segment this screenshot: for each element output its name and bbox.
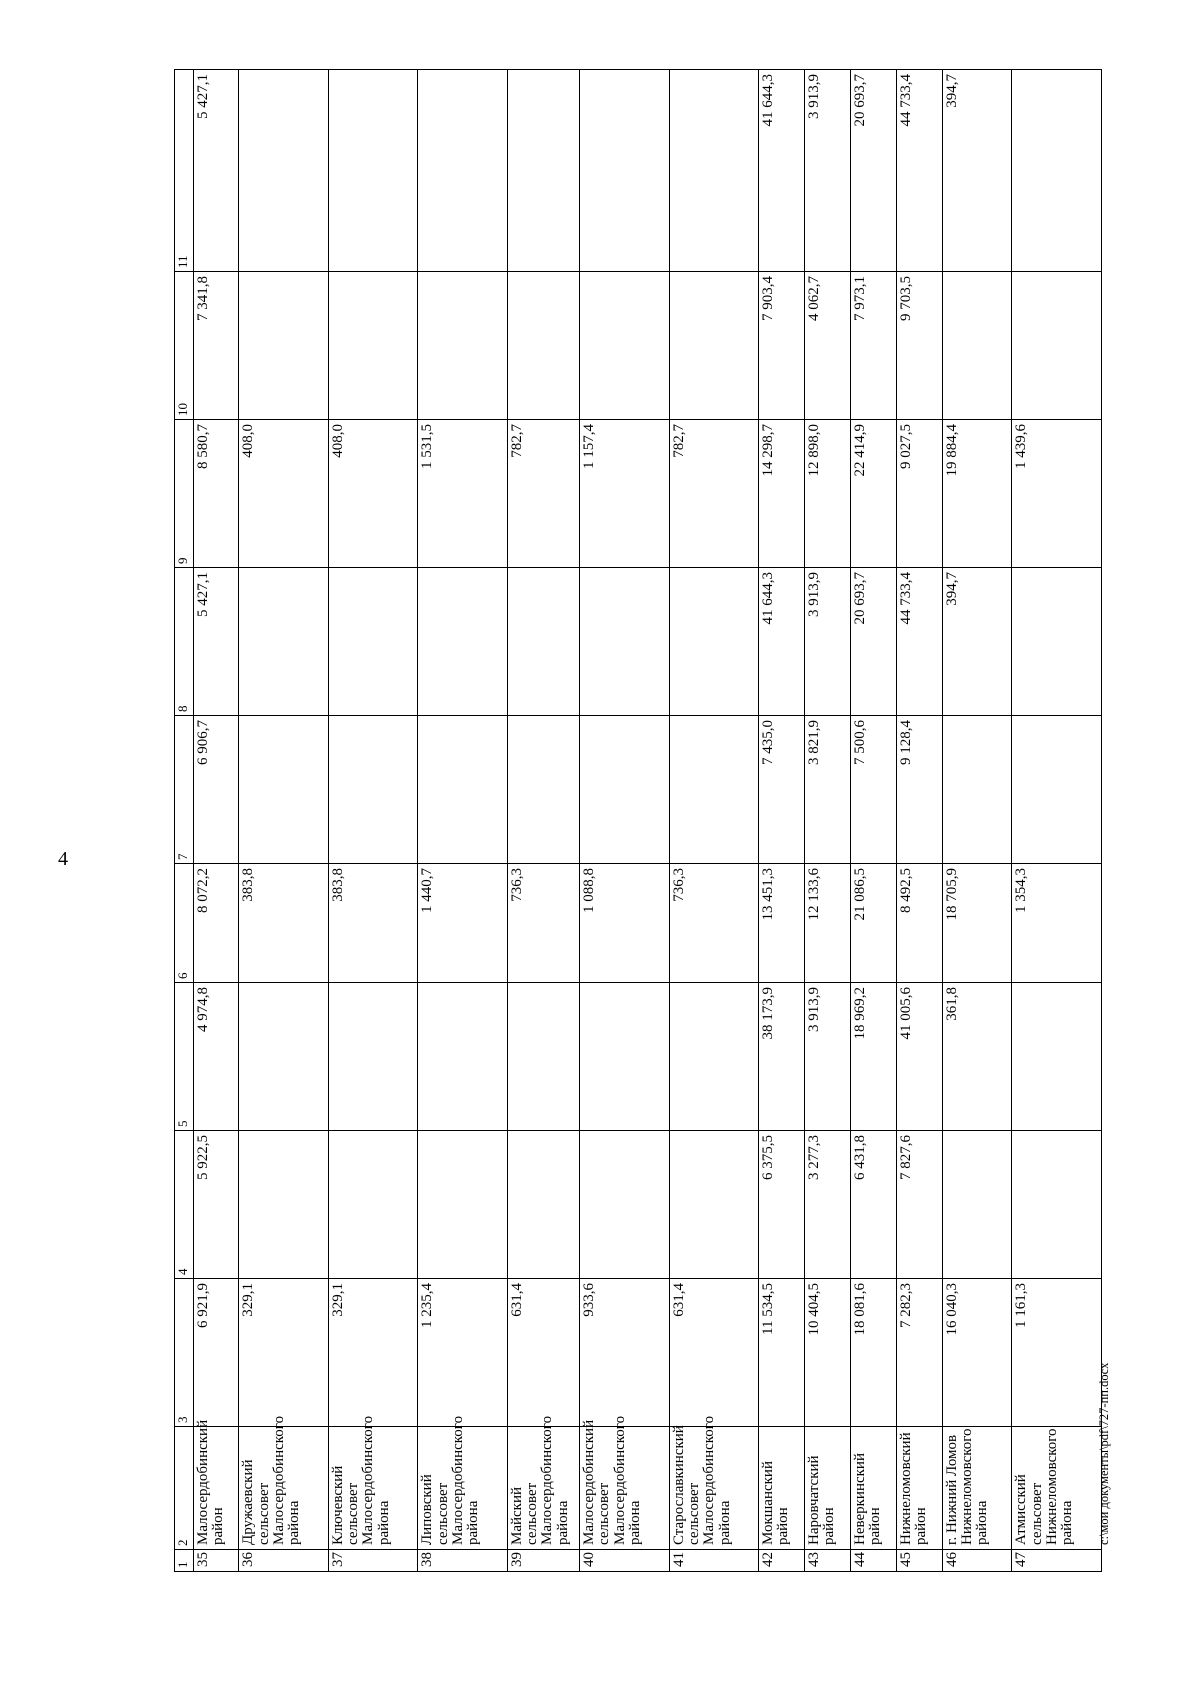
value-cell — [239, 568, 329, 716]
value-cell — [239, 272, 329, 420]
territory-name-cell: Дружаевский сельсовет Малосердобинского района — [239, 1427, 329, 1550]
value-cell — [669, 983, 759, 1131]
value-cell: 782,7 — [669, 420, 759, 568]
row-number-cell: 41 — [669, 1550, 759, 1572]
territory-name-cell: г. Нижний Ломов Нижнеломовского района — [942, 1427, 1012, 1550]
column-number-cell: 1 — [175, 1550, 194, 1572]
value-cell — [328, 1131, 418, 1279]
row-number-cell: 44 — [850, 1550, 896, 1572]
territory-name-cell: Атмисский сельсовет Нижнеломовского района — [1012, 1427, 1102, 1550]
value-cell: 5 922,5 — [193, 1131, 239, 1279]
column-number-cell: 11 — [175, 70, 194, 272]
value-cell: 19 884,4 — [942, 420, 1012, 568]
column-number-cell: 8 — [175, 568, 194, 716]
value-cell — [418, 1131, 508, 1279]
table-header-row — [175, 70, 194, 1572]
value-cell — [507, 70, 579, 272]
value-cell: 3 913,9 — [804, 983, 850, 1131]
value-cell: 18 969,2 — [850, 983, 896, 1131]
file-path-footer: c:\мои документы\pdf\727-пп.docx — [1097, 1362, 1111, 1545]
value-cell: 408,0 — [328, 420, 418, 568]
value-cell — [942, 716, 1012, 864]
value-cell: 41 005,6 — [896, 983, 942, 1131]
value-cell: 631,4 — [669, 1279, 759, 1427]
row-number-cell: 40 — [580, 1550, 670, 1572]
value-cell — [580, 716, 670, 864]
value-cell: 20 693,7 — [850, 568, 896, 716]
value-cell — [669, 716, 759, 864]
value-cell: 736,3 — [507, 864, 579, 983]
row-number-cell: 47 — [1012, 1550, 1102, 1572]
table-row — [580, 70, 670, 1572]
value-cell: 1 439,6 — [1012, 420, 1102, 568]
value-cell: 7 500,6 — [850, 716, 896, 864]
table-row — [850, 70, 896, 1572]
value-cell — [239, 716, 329, 864]
value-cell — [580, 1131, 670, 1279]
row-number-cell: 43 — [804, 1550, 850, 1572]
table-row — [328, 70, 418, 1572]
value-cell: 329,1 — [239, 1279, 329, 1427]
value-cell: 1 440,7 — [418, 864, 508, 983]
rotated-table-container — [174, 70, 1102, 1572]
value-cell: 18 705,9 — [942, 864, 1012, 983]
value-cell: 736,3 — [669, 864, 759, 983]
value-cell: 1 157,4 — [580, 420, 670, 568]
value-cell: 7 973,1 — [850, 272, 896, 420]
value-cell: 7 435,0 — [759, 716, 805, 864]
value-cell: 44 733,4 — [896, 70, 942, 272]
value-cell — [418, 568, 508, 716]
value-cell — [418, 70, 508, 272]
value-cell: 1 088,8 — [580, 864, 670, 983]
value-cell — [418, 716, 508, 864]
territory-name-cell: Майский сельсовет Малосердобинского района — [507, 1427, 579, 1550]
column-number-cell: 5 — [175, 983, 194, 1131]
value-cell: 383,8 — [328, 864, 418, 983]
value-cell: 7 341,8 — [193, 272, 239, 420]
value-cell: 394,7 — [942, 568, 1012, 716]
value-cell — [942, 272, 1012, 420]
column-number-cell: 6 — [175, 864, 194, 983]
row-number-cell: 46 — [942, 1550, 1012, 1572]
column-number-cell: 2 — [175, 1427, 194, 1550]
value-cell: 9 703,5 — [896, 272, 942, 420]
value-cell: 361,8 — [942, 983, 1012, 1131]
value-cell: 1 161,3 — [1012, 1279, 1102, 1427]
value-cell — [1012, 983, 1102, 1131]
value-cell: 7 282,3 — [896, 1279, 942, 1427]
territory-name-cell: Нижнеломовский район — [896, 1427, 942, 1550]
value-cell: 4 062,7 — [804, 272, 850, 420]
row-number-cell: 35 — [193, 1550, 239, 1572]
value-cell: 21 086,5 — [850, 864, 896, 983]
value-cell — [507, 1131, 579, 1279]
value-cell: 9 027,5 — [896, 420, 942, 568]
value-cell — [1012, 272, 1102, 420]
territory-name-cell: Наровчатский район — [804, 1427, 850, 1550]
value-cell: 8 492,5 — [896, 864, 942, 983]
value-cell — [1012, 1131, 1102, 1279]
value-cell — [1012, 70, 1102, 272]
table-row — [942, 70, 1012, 1572]
value-cell: 6 431,8 — [850, 1131, 896, 1279]
value-cell: 12 898,0 — [804, 420, 850, 568]
value-cell: 631,4 — [507, 1279, 579, 1427]
territory-name-cell: Неверкинский район — [850, 1427, 896, 1550]
value-cell: 3 821,9 — [804, 716, 850, 864]
value-cell — [239, 1131, 329, 1279]
column-number-cell: 3 — [175, 1279, 194, 1427]
value-cell — [1012, 716, 1102, 864]
value-cell: 383,8 — [239, 864, 329, 983]
value-cell: 7 903,4 — [759, 272, 805, 420]
value-cell: 13 451,3 — [759, 864, 805, 983]
value-cell — [580, 568, 670, 716]
table-row — [418, 70, 508, 1572]
territory-name-cell: Липовский сельсовет Малосердобинского района — [418, 1427, 508, 1550]
column-number-cell: 9 — [175, 420, 194, 568]
value-cell — [418, 272, 508, 420]
value-cell: 5 427,1 — [193, 568, 239, 716]
value-cell — [328, 70, 418, 272]
value-cell: 14 298,7 — [759, 420, 805, 568]
value-cell: 10 404,5 — [804, 1279, 850, 1427]
territory-name-cell: Малосердобинский сельсовет Малосердобинского района — [580, 1427, 670, 1550]
value-cell — [239, 70, 329, 272]
row-number-cell: 36 — [239, 1550, 329, 1572]
value-cell: 6 375,5 — [759, 1131, 805, 1279]
value-cell: 41 644,3 — [759, 568, 805, 716]
value-cell: 12 133,6 — [804, 864, 850, 983]
value-cell: 1 235,4 — [418, 1279, 508, 1427]
value-cell: 3 913,9 — [804, 568, 850, 716]
value-cell: 20 693,7 — [850, 70, 896, 272]
table-row — [669, 70, 759, 1572]
value-cell — [580, 70, 670, 272]
value-cell: 1 531,5 — [418, 420, 508, 568]
value-cell — [1012, 568, 1102, 716]
table-row — [804, 70, 850, 1572]
territory-name-cell: Ключевский сельсовет Малосердобинского района — [328, 1427, 418, 1550]
value-cell: 8 072,2 — [193, 864, 239, 983]
value-cell — [507, 272, 579, 420]
table-row — [193, 70, 239, 1572]
value-cell — [328, 272, 418, 420]
table-row — [1012, 70, 1102, 1572]
value-cell: 3 913,9 — [804, 70, 850, 272]
value-cell — [507, 983, 579, 1131]
row-number-cell: 42 — [759, 1550, 805, 1572]
table-row — [239, 70, 329, 1572]
value-cell — [669, 272, 759, 420]
value-cell — [507, 716, 579, 864]
value-cell — [418, 983, 508, 1131]
value-cell — [328, 983, 418, 1131]
value-cell — [328, 568, 418, 716]
value-cell: 1 354,3 — [1012, 864, 1102, 983]
territory-name-cell: Малосердобинский район — [193, 1427, 239, 1550]
value-cell — [669, 568, 759, 716]
value-cell — [942, 1131, 1012, 1279]
value-cell: 6 906,7 — [193, 716, 239, 864]
value-cell: 11 534,5 — [759, 1279, 805, 1427]
budget-table — [174, 69, 1102, 1572]
value-cell: 8 580,7 — [193, 420, 239, 568]
value-cell: 5 427,1 — [193, 70, 239, 272]
value-cell — [507, 568, 579, 716]
value-cell: 9 128,4 — [896, 716, 942, 864]
value-cell: 408,0 — [239, 420, 329, 568]
row-number-cell: 45 — [896, 1550, 942, 1572]
value-cell: 394,7 — [942, 70, 1012, 272]
row-number-cell: 37 — [328, 1550, 418, 1572]
value-cell: 3 277,3 — [804, 1131, 850, 1279]
table-row — [507, 70, 579, 1572]
value-cell: 44 733,4 — [896, 568, 942, 716]
value-cell: 16 040,3 — [942, 1279, 1012, 1427]
value-cell: 18 081,6 — [850, 1279, 896, 1427]
row-number-cell: 39 — [507, 1550, 579, 1572]
row-number-cell: 38 — [418, 1550, 508, 1572]
column-number-cell: 10 — [175, 272, 194, 420]
page-number: 4 — [58, 848, 68, 870]
value-cell — [239, 983, 329, 1131]
value-cell — [580, 272, 670, 420]
value-cell: 4 974,8 — [193, 983, 239, 1131]
value-cell — [580, 983, 670, 1131]
value-cell: 38 173,9 — [759, 983, 805, 1131]
value-cell: 6 921,9 — [193, 1279, 239, 1427]
column-number-cell: 4 — [175, 1131, 194, 1279]
value-cell: 7 827,6 — [896, 1131, 942, 1279]
value-cell: 933,6 — [580, 1279, 670, 1427]
value-cell: 41 644,3 — [759, 70, 805, 272]
value-cell — [669, 1131, 759, 1279]
value-cell: 329,1 — [328, 1279, 418, 1427]
table-row — [896, 70, 942, 1572]
table-row — [759, 70, 805, 1572]
value-cell: 22 414,9 — [850, 420, 896, 568]
territory-name-cell: Мокшанский район — [759, 1427, 805, 1550]
territory-name-cell: Старославкинский сельсовет Малосердобинского района — [669, 1427, 759, 1550]
value-cell — [328, 716, 418, 864]
column-number-cell: 7 — [175, 716, 194, 864]
value-cell: 782,7 — [507, 420, 579, 568]
value-cell — [669, 70, 759, 272]
